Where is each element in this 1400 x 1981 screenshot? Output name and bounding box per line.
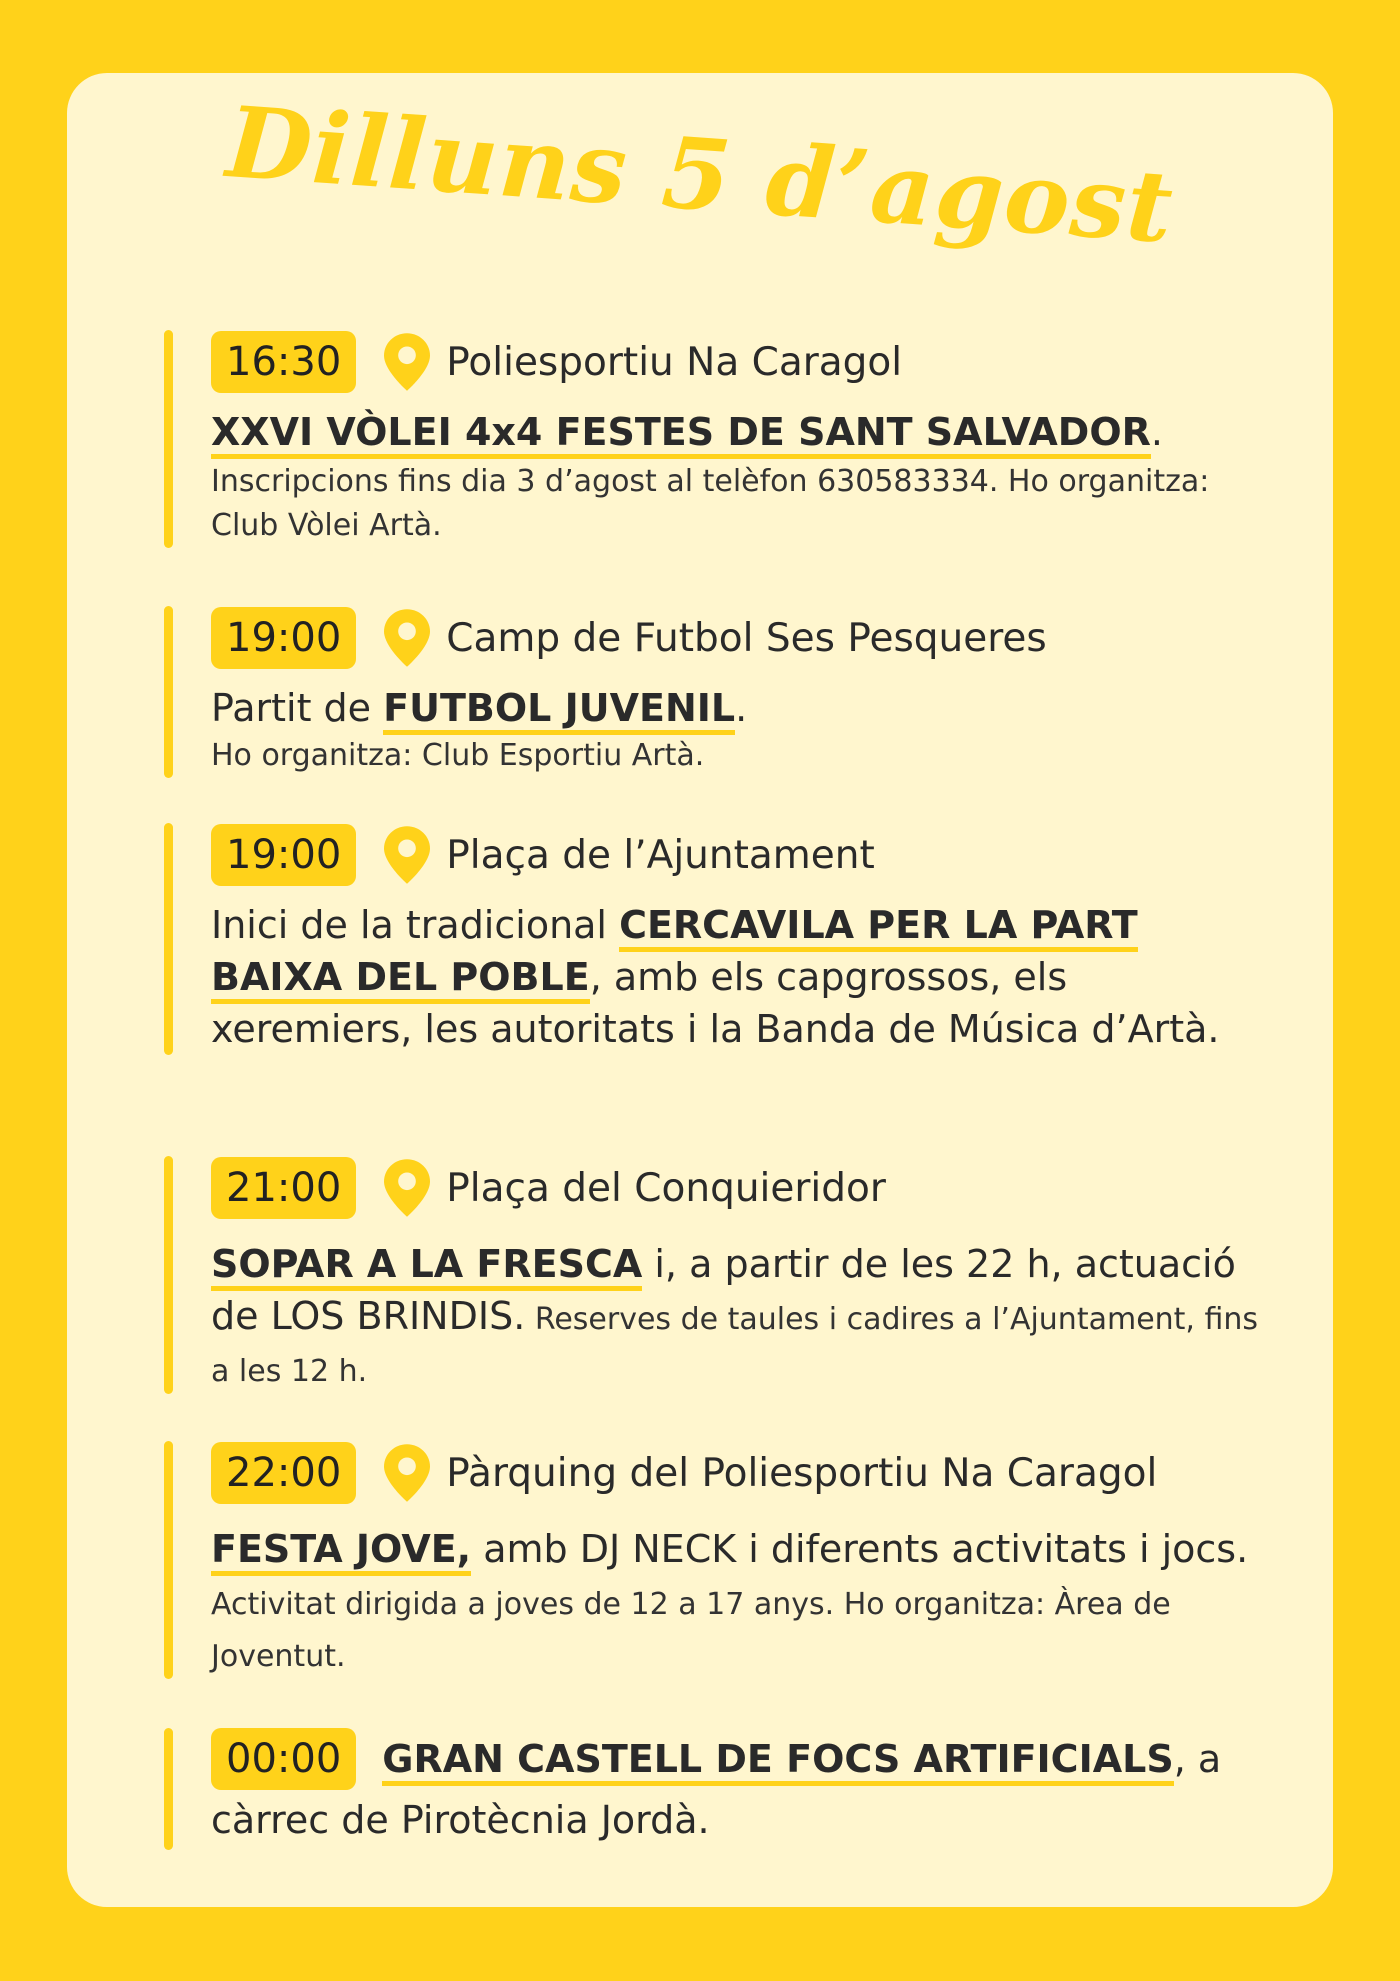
event-highlight: XXVI VÒLEI 4x4 FESTES DE SANT SALVADOR bbox=[211, 410, 1151, 459]
event-header bbox=[211, 823, 1274, 887]
event-location: Camp de Futbol Ses Pesqueres bbox=[446, 615, 1047, 661]
event-description bbox=[211, 1523, 1274, 1679]
event-time-badge: 19:00 bbox=[211, 607, 356, 669]
event-highlight-suffix: . bbox=[1150, 410, 1163, 454]
event-description bbox=[211, 899, 1274, 1055]
event-divider-bar bbox=[164, 1441, 173, 1679]
event-location: Plaça del Conquieridor bbox=[446, 1165, 886, 1211]
event-description bbox=[211, 1238, 1274, 1394]
event-item bbox=[164, 1728, 1274, 1850]
event-header bbox=[211, 1156, 1274, 1220]
page-title: Dilluns 5 d’agost bbox=[223, 85, 1177, 266]
event-highlight: SOPAR A LA FRESCA bbox=[211, 1242, 642, 1291]
event-location: Poliesportiu Na Caragol bbox=[446, 339, 903, 385]
event-header bbox=[211, 1441, 1274, 1505]
event-header bbox=[211, 330, 1274, 394]
event-note: Reserves de taules i cadires a l’Ajuntament, fins a les 12 h. bbox=[211, 1302, 1259, 1389]
event-prefix: Inici de la tradicional bbox=[211, 903, 620, 947]
event-divider-bar bbox=[164, 1728, 173, 1850]
event-time-badge: 21:00 bbox=[211, 1157, 356, 1219]
event-highlight: GRAN CASTELL DE FOCS ARTIFICIALS bbox=[382, 1737, 1173, 1786]
event-divider-bar bbox=[164, 1156, 173, 1394]
event-item bbox=[164, 330, 1274, 548]
event-header bbox=[211, 606, 1274, 670]
map-pin-icon bbox=[384, 333, 430, 391]
event-highlight: FESTA JOVE, bbox=[211, 1527, 471, 1576]
event-time-badge: 16:30 bbox=[211, 331, 356, 393]
event-rest: amb DJ NECK i diferents activitats i jocs. bbox=[471, 1527, 1249, 1571]
event-item bbox=[164, 1441, 1274, 1679]
event-rest: , amb els capgrossos, els xeremiers, les autoritats i la Banda de Música d’Artà. bbox=[211, 955, 1220, 1051]
event-time-badge: 19:00 bbox=[211, 824, 356, 886]
map-pin-icon bbox=[384, 1159, 430, 1217]
event-highlight: CERCAVILA PER LA PART BAIXA DEL POBLE bbox=[211, 903, 1138, 1004]
event-rest: , a càrrec de Pirotècnia Jordà. bbox=[211, 1737, 1222, 1842]
event-description bbox=[211, 1728, 1274, 1850]
map-pin-icon bbox=[384, 826, 430, 884]
event-divider-bar bbox=[164, 606, 173, 778]
event-description bbox=[211, 406, 1274, 458]
event-divider-bar bbox=[164, 330, 173, 548]
event-time-badge: 22:00 bbox=[211, 1442, 356, 1504]
event-note: Ho organitza: Club Esportiu Artà. bbox=[211, 738, 705, 773]
event-item bbox=[164, 823, 1274, 1055]
event-location: Plaça de l’Ajuntament bbox=[446, 832, 875, 878]
event-time-badge: 00:00 bbox=[211, 1728, 356, 1790]
event-highlight: FUTBOL JUVENIL bbox=[383, 686, 735, 735]
event-item bbox=[164, 606, 1274, 778]
map-pin-icon bbox=[384, 1444, 430, 1502]
event-note: Activitat dirigida a joves de 12 a 17 anys. Ho organitza: Àrea de Joventut. bbox=[211, 1587, 1171, 1674]
event-description bbox=[211, 682, 1274, 734]
event-note: Inscripcions fins dia 3 d’agost al telèfon 630583334. Ho organitza: Club Vòlei Artà. bbox=[211, 464, 1210, 543]
event-divider-bar bbox=[164, 823, 173, 1055]
event-item bbox=[164, 1156, 1274, 1394]
event-prefix: Partit de bbox=[211, 686, 384, 730]
event-rest: i, a partir de les 22 h, actuació de LOS BRINDIS. bbox=[211, 1242, 1236, 1338]
event-location: Pàrquing del Poliesportiu Na Caragol bbox=[446, 1450, 1158, 1496]
event-highlight-suffix: . bbox=[735, 686, 748, 730]
map-pin-icon bbox=[384, 609, 430, 667]
